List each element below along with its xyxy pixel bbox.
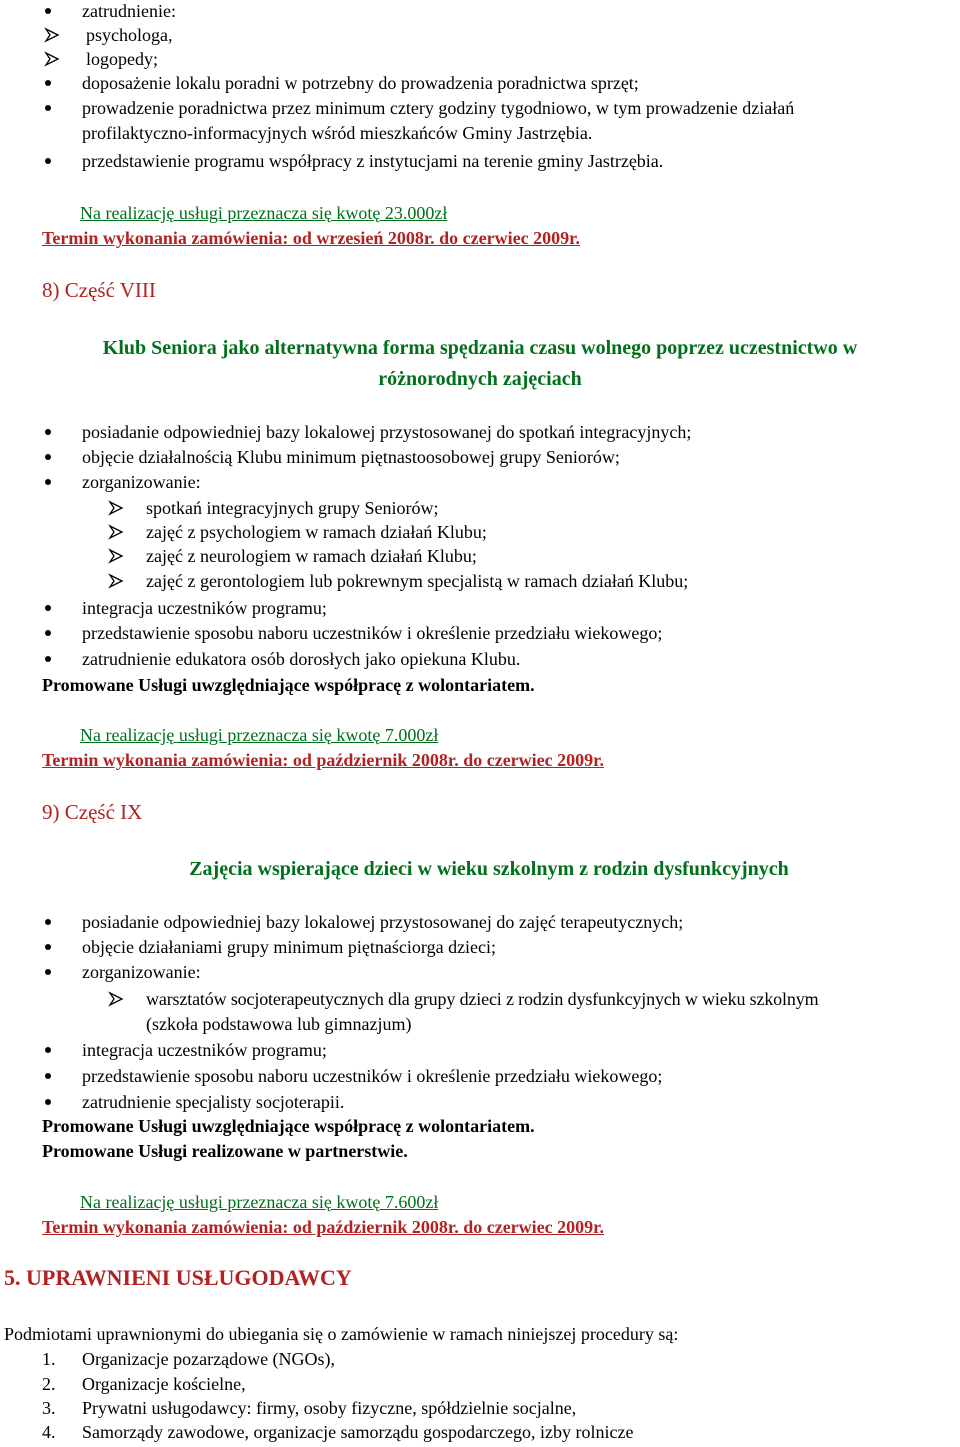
list-number: 3. (42, 1398, 56, 1418)
list-number: 1. (42, 1349, 56, 1369)
list-item: zorganizowanie: (82, 472, 201, 492)
list-item: zatrudnienie specjalisty socjoterapii. (82, 1092, 345, 1112)
arrow-bullet-icon (108, 573, 124, 589)
list-item: posiadanie odpowiedniej bazy lokalowej przystosowanej do spotkań integracyjnych; (82, 422, 692, 442)
list-item: Organizacje kościelne, (82, 1374, 246, 1394)
list-item: objęcie działalnością Klubu minimum piętnastoosobowej grupy Seniorów; (82, 447, 620, 467)
list-item: Organizacje pozarządowe (NGOs), (82, 1349, 336, 1369)
section-title: różnorodnych zajęciach (378, 368, 582, 390)
budget-line: Na realizację usługi przeznacza się kwotę 7.000zł (80, 725, 439, 745)
list-item: Prywatni usługodawcy: firmy, osoby fizyczne, spółdzielnie socjalne, (82, 1398, 577, 1418)
list-item: logopedy; (86, 49, 158, 69)
chapter-heading: 5. UPRAWNIENI USŁUGODAWCY (4, 1265, 352, 1290)
list-item: przedstawienie sposobu naboru uczestników i określenie przedziału wiekowego; (82, 623, 663, 643)
list-item: doposażenie lokalu poradni w potrzebny do prowadzenia poradnictwa sprzęt; (82, 73, 639, 93)
list-item: prowadzenie poradnictwa przez minimum cztery godziny tygodniowo, w tym prowadzenie działań (82, 98, 795, 118)
list-item: zorganizowanie: (82, 962, 201, 982)
list-item: psychologa, (86, 25, 173, 45)
section-title: Zajęcia wspierające dzieci w wieku szkolnym z rodzin dysfunkcyjnych (189, 858, 789, 880)
sub-list-item: zajęć z psychologiem w ramach działań Klubu; (146, 522, 487, 542)
list-item: Samorządy zawodowe, organizacje samorządu gospodarczego, izby rolnicze (82, 1422, 634, 1442)
list-item: przedstawienie sposobu naboru uczestników i określenie przedziału wiekowego; (82, 1066, 663, 1086)
arrow-bullet-icon (44, 51, 60, 67)
promoted-note: Promowane Usługi uwzględniające współpracę z wolontariatem. (42, 675, 535, 695)
list-item: przedstawienie programu współpracy z instytucjami na terenie gminy Jastrzębia. (82, 151, 664, 171)
list-item: posiadanie odpowiedniej bazy lokalowej przystosowanej do zajęć terapeutycznych; (82, 912, 684, 932)
list-number: 4. (42, 1422, 56, 1442)
sub-list-item: zajęć z gerontologiem lub pokrewnym specjalistą w ramach działań Klubu; (146, 571, 689, 591)
promoted-note: Promowane Usługi uwzględniające współpracę z wolontariatem. (42, 1116, 535, 1136)
arrow-bullet-icon (108, 548, 124, 564)
section-title: Klub Seniora jako alternatywna forma spędzania czasu wolnego poprzez uczestnictwo w (102, 337, 858, 359)
arrow-bullet-icon (108, 500, 124, 516)
list-item: objęcie działaniami grupy minimum piętnaściorga dzieci; (82, 937, 497, 957)
arrow-bullet-icon (108, 991, 124, 1007)
list-item: integracja uczestników programu; (82, 1040, 327, 1060)
section-heading: 8) Część VIII (42, 278, 156, 302)
sub-list-item: warsztatów socjoterapeutycznych dla grupy dzieci z rodzin dysfunkcyjnych w wieku szkolnym (146, 989, 819, 1009)
list-item: zatrudnienie edukatora osób dorosłych jako opiekuna Klubu. (82, 649, 521, 669)
list-item: zatrudnienie: (82, 1, 176, 21)
list-item: integracja uczestników programu; (82, 598, 327, 618)
paragraph: Podmiotami uprawnionymi do ubiegania się o zamówienie w ramach niniejszej procedury są: (4, 1324, 679, 1344)
deadline-line: Termin wykonania zamówienia: od październik 2008r. do czerwiec 2009r. (42, 750, 604, 770)
section-heading: 9) Część IX (42, 800, 143, 824)
list-number: 2. (42, 1374, 56, 1394)
sub-list-item: spotkań integracyjnych grupy Seniorów; (146, 498, 439, 518)
arrow-bullet-icon (108, 524, 124, 540)
budget-line: Na realizację usługi przeznacza się kwotę 23.000zł (80, 203, 448, 223)
arrow-bullet-icon (44, 27, 60, 43)
sub-list-item: zajęć z neurologiem w ramach działań Klubu; (146, 546, 477, 566)
deadline-line: Termin wykonania zamówienia: od październik 2008r. do czerwiec 2009r. (42, 1217, 604, 1237)
promoted-note: Promowane Usługi realizowane w partnerstwie. (42, 1141, 408, 1161)
deadline-line: Termin wykonania zamówienia: od wrzesień 2008r. do czerwiec 2009r. (42, 228, 580, 248)
budget-line: Na realizację usługi przeznacza się kwotę 7.600zł (80, 1192, 439, 1212)
list-item-continuation: profilaktyczno-informacyjnych wśród mieszkańców Gminy Jastrzębia. (82, 123, 593, 143)
sub-list-item-continuation: (szkoła podstawowa lub gimnazjum) (146, 1014, 412, 1034)
